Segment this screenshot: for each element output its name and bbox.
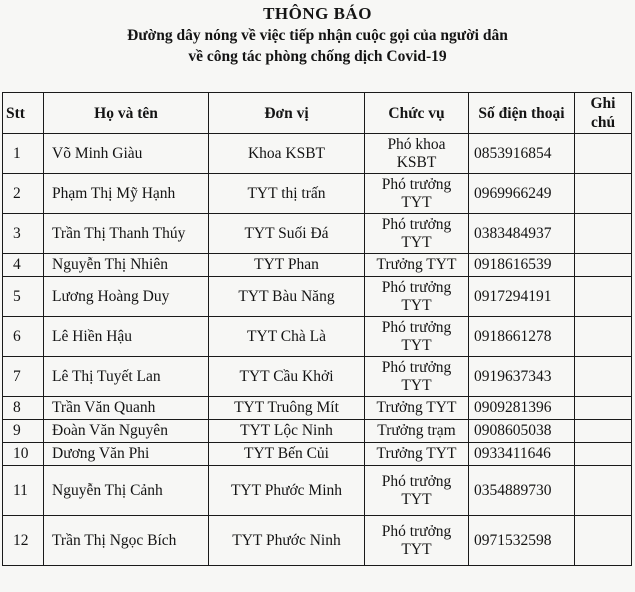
cell-stt: 10 (3, 443, 44, 466)
cell-stt: 2 (3, 174, 44, 214)
cell-phone: 0383484937 (469, 214, 575, 254)
cell-phone: 0908605038 (469, 420, 575, 443)
cell-unit: TYT Cầu Khởi (209, 357, 365, 397)
cell-unit: TYT thị trấn (209, 174, 365, 214)
cell-role: Phó trưởng TYT (365, 174, 469, 214)
cell-stt: 4 (3, 254, 44, 277)
column-header-name: Họ và tên (44, 93, 209, 134)
cell-name: Lê Hiền Hậu (44, 317, 209, 357)
cell-phone: 0933411646 (469, 443, 575, 466)
cell-unit: TYT Bến Củi (209, 443, 365, 466)
table-row (3, 134, 632, 174)
cell-phone: 0971532598 (469, 516, 575, 566)
document-subtitle-line-1: Đường dây nóng về việc tiếp nhận cuộc gọi của người dân (127, 27, 508, 44)
cell-role: Trưởng TYT (365, 443, 469, 466)
cell-note (575, 516, 632, 566)
cell-unit: TYT Phước Ninh (209, 516, 365, 566)
cell-note (575, 420, 632, 443)
table-row (3, 214, 632, 254)
cell-unit: TYT Phước Minh (209, 466, 365, 516)
cell-name: Võ Minh Giàu (44, 134, 209, 174)
document-title: THÔNG BÁO (263, 4, 372, 23)
cell-role: Phó trưởng TYT (365, 214, 469, 254)
document-subtitle-line-2: về công tác phòng chống dịch Covid-19 (188, 48, 447, 65)
cell-note (575, 277, 632, 317)
cell-note (575, 443, 632, 466)
cell-note (575, 466, 632, 516)
cell-role: Trưởng TYT (365, 397, 469, 420)
cell-name: Phạm Thị Mỹ Hạnh (44, 174, 209, 214)
cell-note (575, 317, 632, 357)
cell-stt: 3 (3, 214, 44, 254)
table-row (3, 420, 632, 443)
cell-phone: 0918661278 (469, 317, 575, 357)
cell-stt: 8 (3, 397, 44, 420)
cell-name: Lê Thị Tuyết Lan (44, 357, 209, 397)
cell-stt: 1 (3, 134, 44, 174)
cell-phone: 0853916854 (469, 134, 575, 174)
table-row (3, 516, 632, 566)
cell-role: Trưởng trạm (365, 420, 469, 443)
column-header-role: Chức vụ (365, 93, 469, 134)
table-header-row (3, 93, 632, 134)
cell-name: Đoàn Văn Nguyên (44, 420, 209, 443)
cell-phone: 0917294191 (469, 277, 575, 317)
column-header-unit: Đơn vị (209, 93, 365, 134)
cell-note (575, 254, 632, 277)
cell-name: Dương Văn Phi (44, 443, 209, 466)
cell-unit: TYT Phan (209, 254, 365, 277)
cell-unit: TYT Truông Mít (209, 397, 365, 420)
column-header-stt: Stt (3, 93, 44, 134)
cell-role: Trưởng TYT (365, 254, 469, 277)
cell-phone: 0918616539 (469, 254, 575, 277)
cell-stt: 9 (3, 420, 44, 443)
cell-phone: 0969966249 (469, 174, 575, 214)
cell-role: Phó trưởng TYT (365, 357, 469, 397)
column-header-phone: Số điện thoại (469, 93, 575, 134)
table-row (3, 174, 632, 214)
cell-unit: TYT Chà Là (209, 317, 365, 357)
cell-stt: 11 (3, 466, 44, 516)
cell-role: Phó trưởng TYT (365, 317, 469, 357)
document-header (0, 0, 635, 67)
cell-unit: Khoa KSBT (209, 134, 365, 174)
cell-note (575, 134, 632, 174)
cell-role: Phó trưởng TYT (365, 516, 469, 566)
cell-name: Trần Thị Ngọc Bích (44, 516, 209, 566)
cell-role: Phó khoa KSBT (365, 134, 469, 174)
cell-unit: TYT Bàu Năng (209, 277, 365, 317)
cell-role: Phó trưởng TYT (365, 466, 469, 516)
cell-name: Nguyễn Thị Cảnh (44, 466, 209, 516)
cell-phone: 0354889730 (469, 466, 575, 516)
column-header-note: Ghi chú (575, 93, 632, 134)
cell-note (575, 174, 632, 214)
cell-stt: 6 (3, 317, 44, 357)
cell-phone: 0919637343 (469, 357, 575, 397)
cell-unit: TYT Suối Đá (209, 214, 365, 254)
cell-role: Phó trưởng TYT (365, 277, 469, 317)
table-row (3, 397, 632, 420)
cell-note (575, 397, 632, 420)
table-row (3, 443, 632, 466)
table-row (3, 277, 632, 317)
cell-stt: 7 (3, 357, 44, 397)
table-row (3, 317, 632, 357)
table-row (3, 357, 632, 397)
cell-name: Trần Văn Quanh (44, 397, 209, 420)
cell-stt: 12 (3, 516, 44, 566)
cell-note (575, 357, 632, 397)
cell-unit: TYT Lộc Ninh (209, 420, 365, 443)
cell-name: Trần Thị Thanh Thúy (44, 214, 209, 254)
cell-name: Lương Hoàng Duy (44, 277, 209, 317)
table-row (3, 466, 632, 516)
table-body (3, 134, 632, 566)
cell-name: Nguyễn Thị Nhiên (44, 254, 209, 277)
cell-phone: 0909281396 (469, 397, 575, 420)
table-row (3, 254, 632, 277)
cell-stt: 5 (3, 277, 44, 317)
cell-note (575, 214, 632, 254)
hotline-table (2, 92, 632, 566)
